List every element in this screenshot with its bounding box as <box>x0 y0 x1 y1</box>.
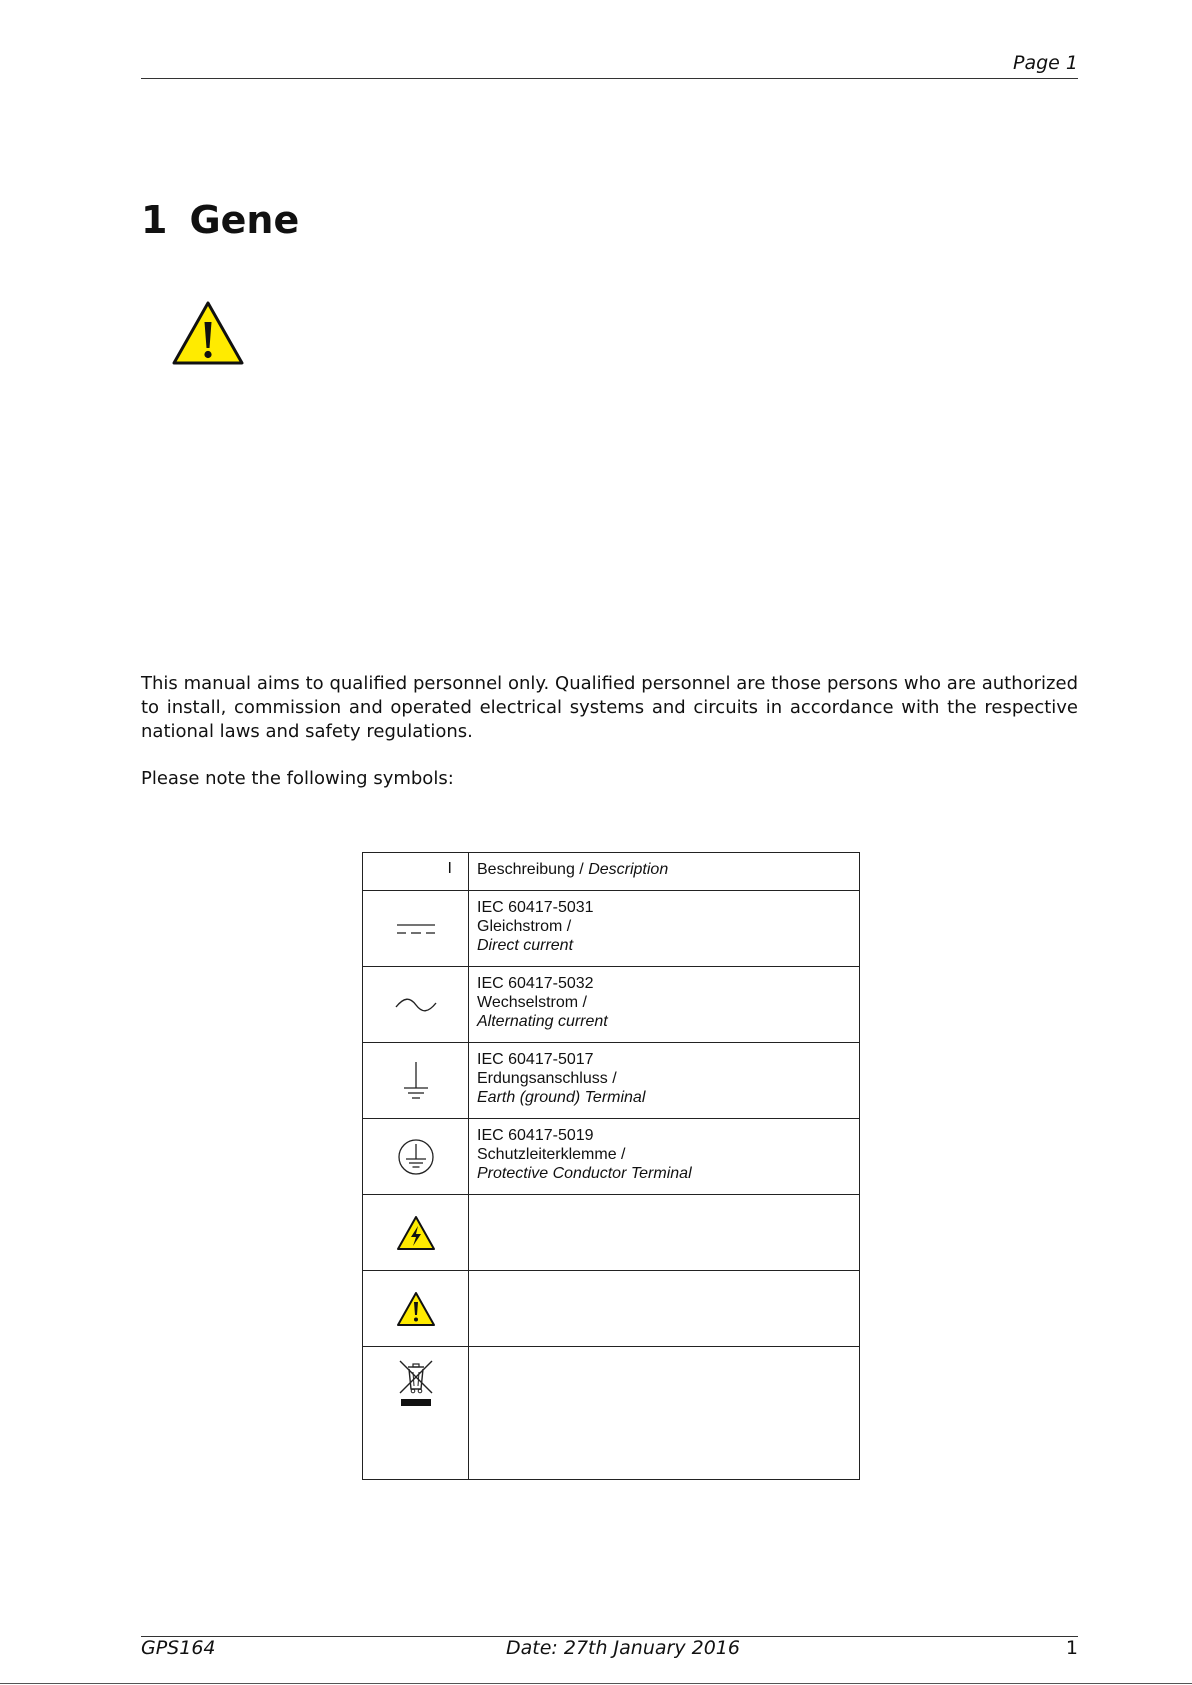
table-row <box>363 1195 860 1271</box>
symbol-cell <box>363 891 469 967</box>
description-cell <box>469 967 860 1043</box>
warning-icon <box>172 300 244 366</box>
table-header-row <box>363 853 860 891</box>
table-row <box>363 967 860 1043</box>
section-heading <box>141 198 299 242</box>
iec-code: IEC 60417-5032 <box>477 975 594 992</box>
section-number: 1 <box>141 198 168 242</box>
table-row <box>363 891 860 967</box>
symbol-cell <box>363 967 469 1043</box>
iec-code: IEC 60417-5031 <box>477 899 594 916</box>
description-header-de: Beschreibung / <box>477 861 589 878</box>
symbols-table <box>362 852 860 1480</box>
table-row <box>363 1347 860 1480</box>
section-title: Gene <box>189 198 300 242</box>
iec-code: IEC 60417-5019 <box>477 1127 594 1144</box>
header-rule <box>141 78 1078 79</box>
footer-date: Date: 27th January 2016 <box>506 1637 740 1659</box>
symbol-cell <box>363 1119 469 1195</box>
description-cell <box>469 1271 860 1347</box>
description-de: Gleichstrom / <box>477 918 572 935</box>
description-cell <box>469 1347 860 1480</box>
description-en: Protective Conductor Terminal <box>477 1165 692 1182</box>
iec-code: IEC 60417-5017 <box>477 1051 594 1068</box>
description-en: Alternating current <box>477 1013 608 1030</box>
intro-paragraph: This manual aims to qualified personnel only. Qualified personnel are those persons who are authorized to install, commission and operated electrical systems and circuits in accordance with the respective national laws and safety regulations. <box>141 673 1078 742</box>
symbol-cell <box>363 1195 469 1271</box>
description-en: Direct current <box>477 937 574 954</box>
description-cell <box>469 1043 860 1119</box>
table-row <box>363 1271 860 1347</box>
description-cell <box>469 891 860 967</box>
symbols-note: Please note the following symbols: <box>141 768 454 789</box>
symbol-cell <box>363 1347 469 1480</box>
symbol-cell <box>363 1271 469 1347</box>
footer-page-number: 1 <box>1065 1637 1078 1659</box>
footer-product: GPS164 <box>141 1637 216 1659</box>
symbol-column-header: I <box>363 853 469 891</box>
table-row <box>363 1043 860 1119</box>
description-cell <box>469 1119 860 1195</box>
table-row <box>363 1119 860 1195</box>
symbol-cell <box>363 1043 469 1119</box>
description-column-header <box>469 853 860 891</box>
header-page-label: Page 1 <box>1013 52 1078 74</box>
page-bottom-border <box>0 1683 1192 1684</box>
description-de: Schutzleiterklemme / <box>477 1146 626 1163</box>
description-de: Wechselstrom / <box>477 994 587 1011</box>
description-de: Erdungsanschluss / <box>477 1070 617 1087</box>
description-header-en: Description <box>588 861 669 878</box>
description-en: Earth (ground) Terminal <box>477 1089 646 1106</box>
description-cell <box>469 1195 860 1271</box>
